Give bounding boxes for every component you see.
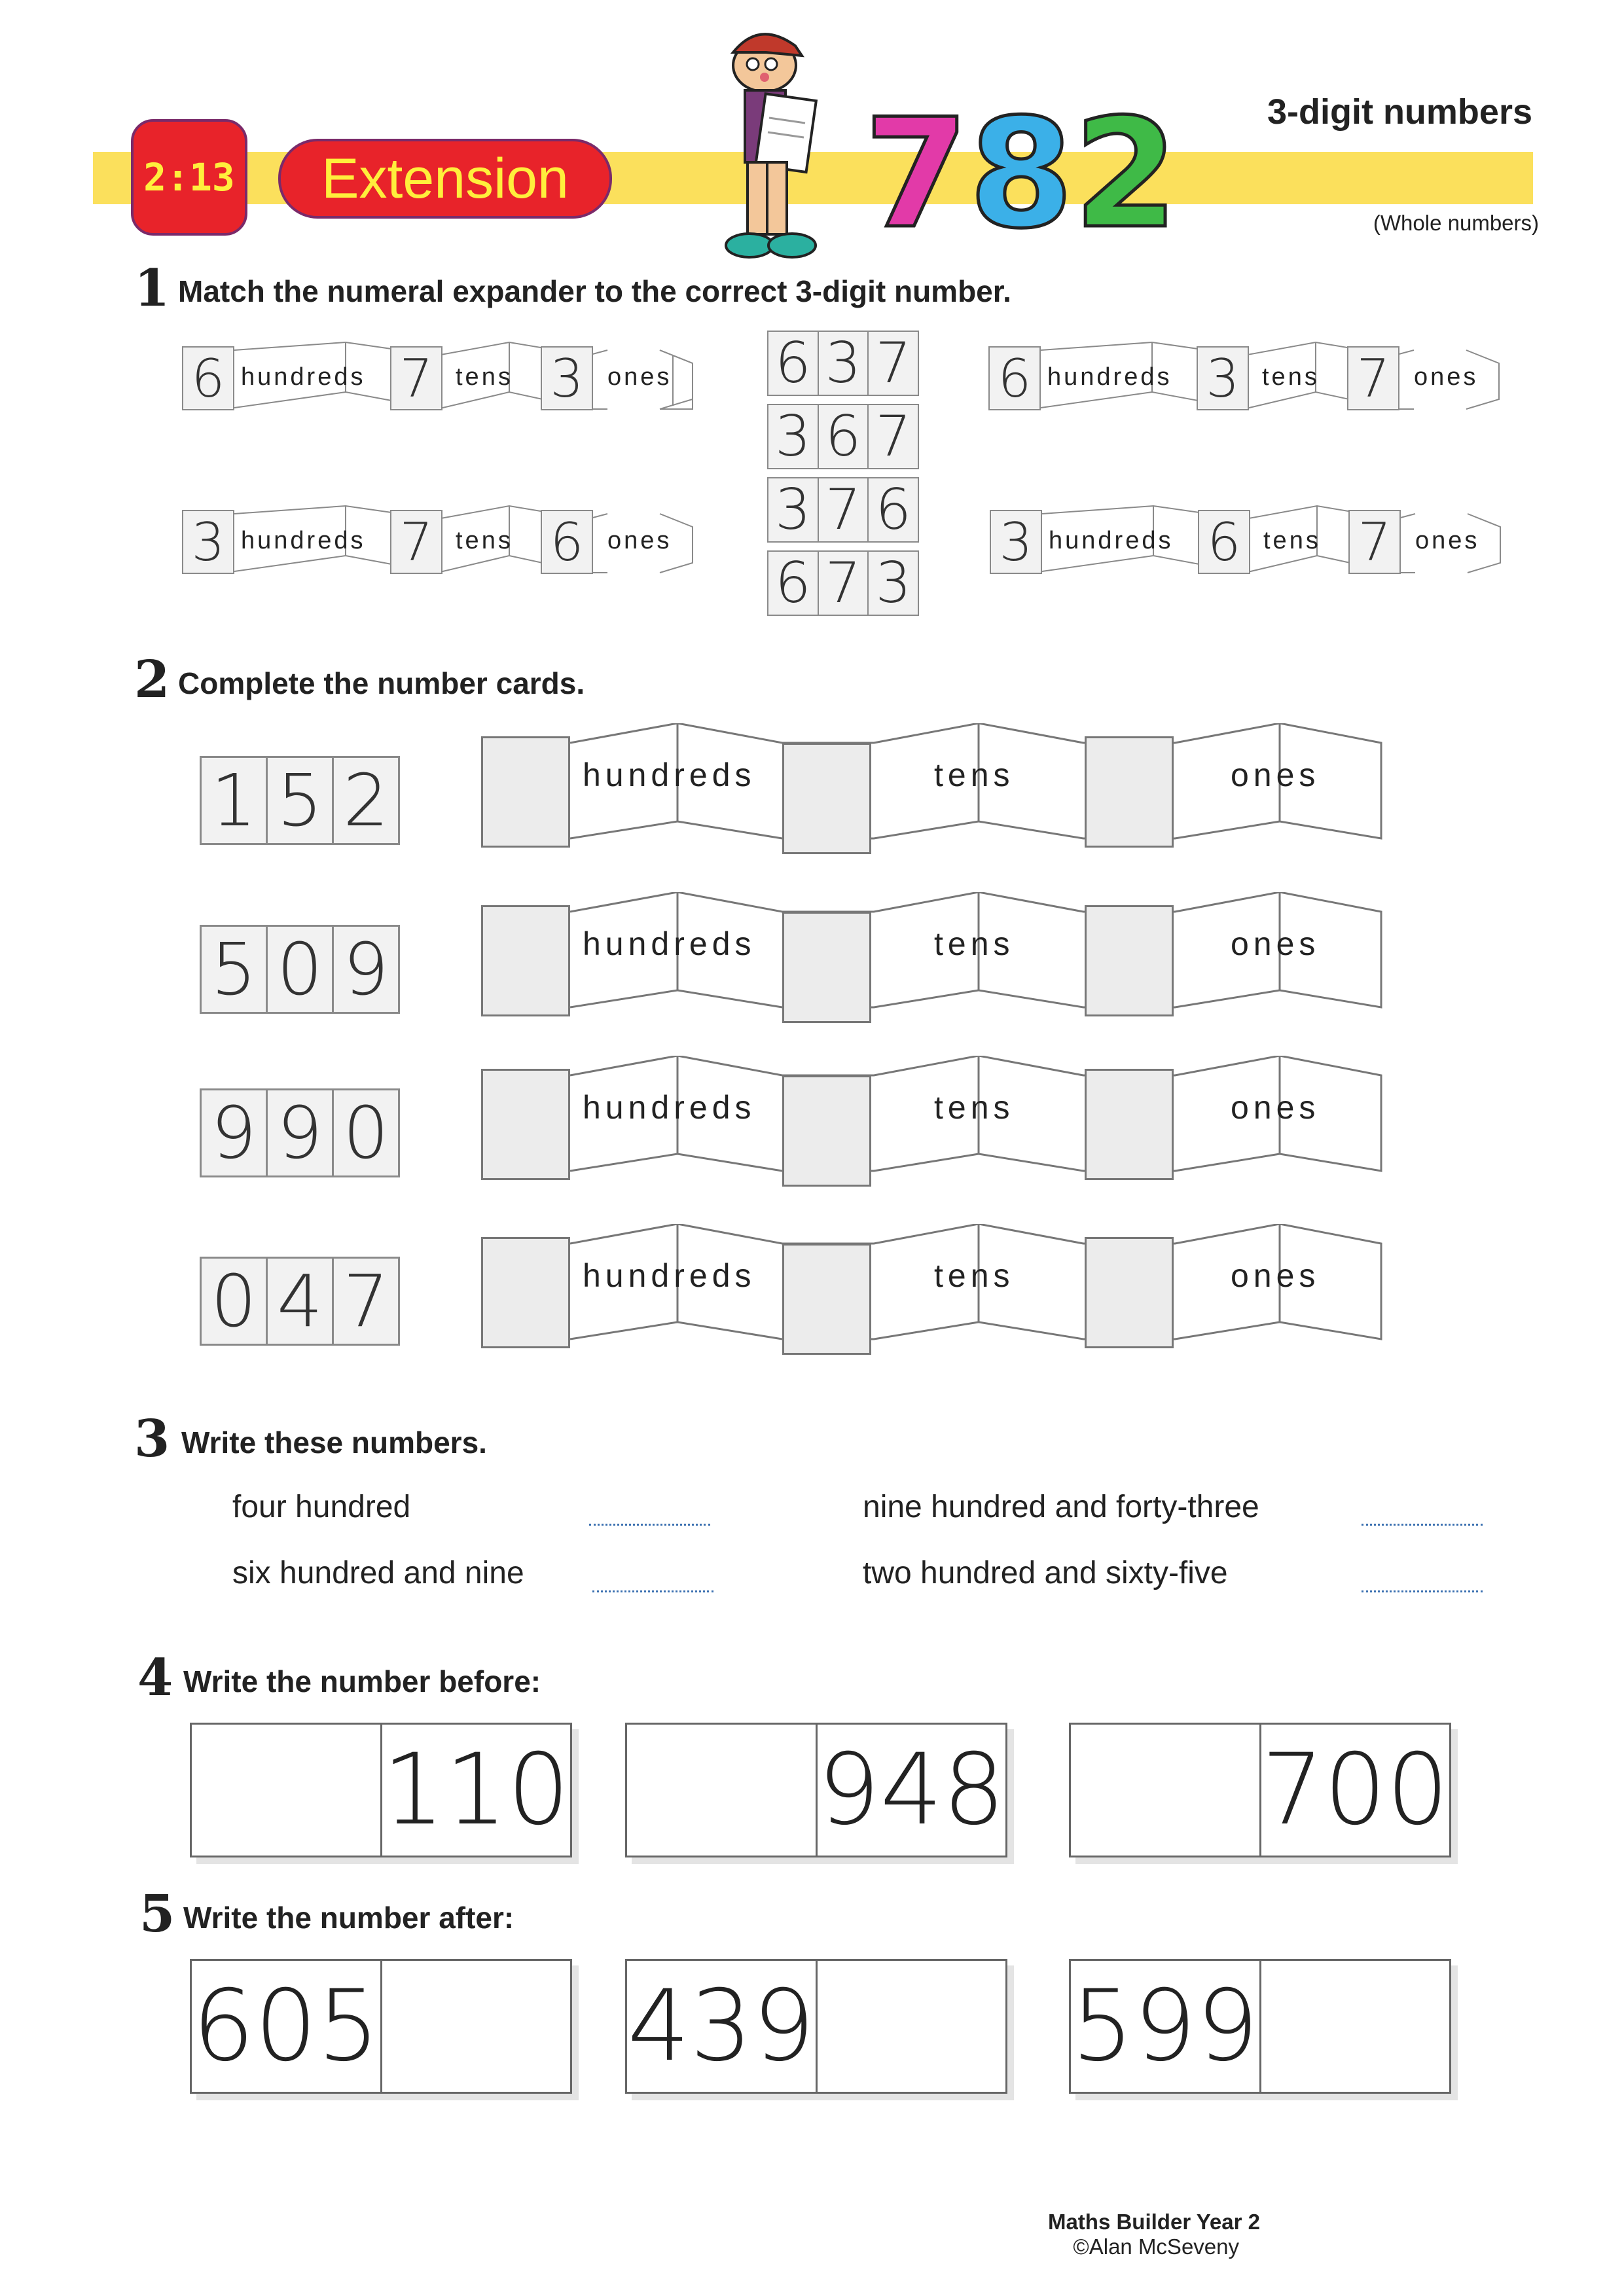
q1-expander-1 [182,337,693,409]
card-digit: 5 [268,758,334,843]
hundreds-label: hundreds [583,1257,756,1294]
option-digit: 7 [867,331,919,396]
ones-label: ones [1231,757,1320,793]
q4-answer-box-2[interactable] [627,1725,818,1856]
expander-ones-label: ones [607,527,672,554]
card-digit: 1 [202,758,268,843]
hundreds-label: hundreds [583,757,756,793]
hundreds-answer-box[interactable] [481,736,570,848]
ones-answer-box[interactable] [1085,736,1174,848]
card-digit: 9 [202,1090,268,1175]
q5-answer-box-2[interactable] [818,1961,1006,2092]
q1-option-3[interactable] [767,477,918,543]
option-digit: 7 [818,550,869,616]
tens-answer-box[interactable] [782,912,871,1023]
q3-instruction: Write these numbers. [181,1426,487,1460]
hundreds-label: hundreds [583,1089,756,1126]
tens-label: tens [934,757,1015,793]
q4-number: 4 [137,1648,173,1708]
q5-answer-box-1[interactable] [382,1961,571,2092]
q5-pair-2 [625,1959,1007,2094]
tens-label: tens [934,1089,1015,1126]
q4-instruction: Write the number before: [183,1664,541,1698]
card-digit: 0 [268,927,334,1012]
tens-label: tens [934,925,1015,962]
q1-expander-3 [182,501,693,573]
q5-pair-1 [190,1959,572,2094]
expander-hundreds-digit: 3 [990,510,1042,574]
expander-tens-digit: 3 [1197,346,1249,410]
decorative-digits-782 [864,85,1178,242]
q2-number-card-4 [200,1257,400,1346]
q5-pair-3 [1069,1959,1451,2094]
ones-answer-box[interactable] [1085,905,1174,1016]
expander-hundreds-digit: 6 [988,346,1041,410]
decor-digit-7: 7 [864,87,969,242]
card-digit: 0 [202,1259,268,1344]
q1-option-1[interactable] [767,331,918,396]
q4-answer-box-3[interactable] [1071,1725,1261,1856]
tens-answer-box[interactable] [782,743,871,854]
tens-answer-box[interactable] [782,1244,871,1355]
expander-tens-label: tens [456,363,513,391]
q5-instruction: Write the number after: [183,1901,514,1935]
ones-label: ones [1231,1089,1320,1126]
q4-pair-3 [1069,1723,1451,1857]
decor-digit-2: 2 [1074,87,1178,242]
q5-given-number-2: 439 [627,1961,818,2092]
card-digit: 2 [343,759,389,842]
expander-hundreds-label: hundreds [241,527,366,554]
q4-answer-box-1[interactable] [192,1725,382,1856]
option-digit: 3 [767,404,819,469]
q1-option-4[interactable] [767,550,918,616]
q3-answer-line-2[interactable] [1362,1524,1483,1526]
hundreds-answer-box[interactable] [481,1237,570,1348]
expander-ones-digit: 6 [541,510,593,574]
expander-hundreds-label: hundreds [1049,527,1174,554]
q4-given-number-1: 110 [382,1733,570,1847]
q3-item-1: four hundred [232,1490,411,1524]
q2-number-card-2 [200,925,400,1014]
q3-answer-line-3[interactable] [592,1590,713,1592]
q3-item-3: six hundred and nine [232,1556,524,1590]
tens-label: tens [934,1257,1015,1294]
q5-answer-box-3[interactable] [1261,1961,1450,2092]
q5-number: 5 [139,1884,175,1944]
q3-number: 3 [134,1409,170,1469]
q5-given-number-3: 599 [1071,1961,1261,2092]
q2-expander-1 [481,723,1384,854]
expander-ones-digit: 7 [1347,346,1399,410]
expander-ones-label: ones [1414,363,1479,391]
expander-tens-digit: 6 [1198,510,1250,574]
hundreds-answer-box[interactable] [481,905,570,1016]
expander-tens-digit: 7 [390,346,442,410]
q2-instruction: Complete the number cards. [178,666,585,700]
card-digit: 9 [268,1090,334,1175]
q1-expander-2 [988,337,1499,409]
q1-number: 1 [134,259,170,318]
q4-pair-2 [625,1723,1007,1857]
option-digit: 7 [818,477,869,543]
card-digit: 9 [343,927,389,1011]
ones-label: ones [1231,1257,1320,1294]
q2-number: 2 [134,650,170,709]
expander-ones-label: ones [607,363,672,391]
option-digit: 6 [818,404,869,469]
option-digit: 3 [867,550,919,616]
expander-tens-label: tens [1262,363,1320,391]
q2-expander-3 [481,1056,1384,1187]
footer-copyright: ©Alan McSeveny [1073,2234,1239,2259]
q1-instruction: Match the numeral expander to the correct 3-digit number. [178,274,1011,308]
q4-pair-1 [190,1723,572,1857]
option-digit: 6 [767,550,819,616]
footer-book-title: Maths Builder Year 2 [1047,2210,1260,2234]
expander-ones-label: ones [1415,527,1480,554]
expander-hundreds-label: hundreds [241,363,366,391]
option-digit: 7 [867,404,919,469]
card-digit: 5 [202,927,268,1012]
q3-item-4: two hundred and sixty-five [863,1556,1228,1590]
q3-answer-line-1[interactable] [589,1524,710,1526]
q3-answer-line-4[interactable] [1362,1590,1483,1592]
card-digit: 4 [268,1259,334,1344]
option-digit: 6 [767,331,819,396]
option-digit: 3 [818,331,869,396]
q4-given-number-3: 700 [1261,1733,1449,1847]
lesson-code-badge: 2:13 [131,119,247,236]
card-digit: 0 [343,1091,389,1175]
expander-tens-label: tens [456,527,513,554]
expander-hundreds-digit: 6 [182,346,234,410]
expander-ones-digit: 7 [1348,510,1401,574]
expander-ones-digit: 3 [541,346,593,410]
hundreds-label: hundreds [583,925,756,962]
q5-given-number-1: 605 [192,1961,382,2092]
extension-banner: Extension [278,139,612,219]
topic-subtitle: (Whole numbers) [1373,211,1539,235]
ones-answer-box[interactable] [1085,1069,1174,1180]
q1-expander-4 [990,501,1500,573]
q3-item-2: nine hundred and forty-three [863,1490,1259,1524]
hundreds-answer-box[interactable] [481,1069,570,1180]
q2-number-card-3 [200,1088,400,1177]
expander-tens-label: tens [1263,527,1321,554]
tens-answer-box[interactable] [782,1075,871,1187]
topic-title: 3-digit numbers [1267,92,1532,132]
q1-option-2[interactable] [767,404,918,469]
decor-digit-8: 8 [969,87,1074,242]
q2-number-card-1 [200,756,400,845]
ones-label: ones [1231,925,1320,962]
option-digit: 6 [867,477,919,543]
q4-given-number-2: 948 [818,1733,1005,1847]
expander-hundreds-label: hundreds [1047,363,1172,391]
card-digit: 7 [343,1259,389,1343]
q2-expander-2 [481,892,1384,1023]
option-digit: 3 [767,477,819,543]
expander-hundreds-digit: 3 [182,510,234,574]
q2-expander-4 [481,1224,1384,1355]
expander-tens-digit: 7 [390,510,442,574]
cartoon-boy-illustration [687,20,838,281]
ones-answer-box[interactable] [1085,1237,1174,1348]
